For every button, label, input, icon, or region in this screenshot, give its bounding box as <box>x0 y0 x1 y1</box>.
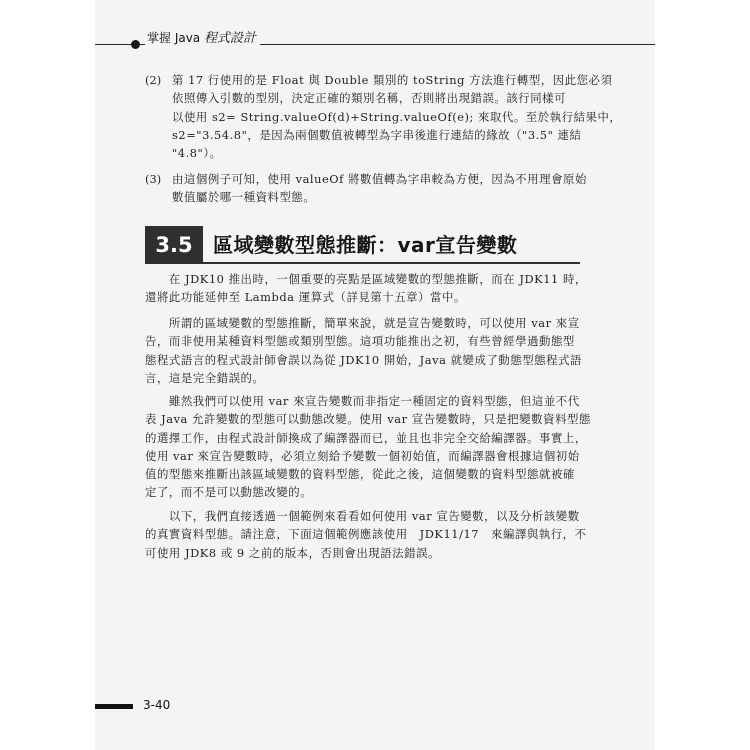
list-item-text <box>172 71 621 162</box>
text-line: 告，而非使用某種資料型態或類別型態。這項功能推出之初，有些曾經學過動態型 <box>145 334 575 349</box>
section-number: 3.5 <box>145 226 203 264</box>
body-paragraph <box>145 507 587 562</box>
body-paragraph <box>145 270 587 307</box>
text-line: 數值屬於哪一種資料型態。 <box>172 190 316 205</box>
text-line: 以下，我們直接透過一個範例來看看如何使用 var 宣告變數，以及分析該變數 <box>145 509 580 523</box>
running-header <box>145 31 260 46</box>
body-paragraph <box>145 392 591 502</box>
text-line: "4.8"）。 <box>172 146 222 161</box>
text-line: 第 17 行使用的是 Float 與 Double 類別的 toString 方法進行轉型，因此您必須 <box>172 73 613 87</box>
text-line: 言，這是完全錯誤的。 <box>145 370 265 385</box>
section-heading <box>145 226 580 264</box>
page-number: 3-40 <box>143 698 171 712</box>
list-item-number: (2) <box>145 73 162 87</box>
text-line: 的選擇工作，由程式設計師換成了編譯器而已，並且也非完全交給編譯器。事實上， <box>145 430 587 445</box>
text-line: 還將此功能延伸至 Lambda 運算式（詳見第十五章）當中。 <box>145 290 466 305</box>
footer-bar <box>95 704 133 709</box>
text-line: 在 JDK10 推出時，一個重要的亮點是區域變數的型態推斷，而在 JDK11 時， <box>145 272 587 286</box>
text-line: 使用 var 來宣告變數時，必須立刻給予變數一個初始值，而編譯器會根據這個初始 <box>145 448 580 463</box>
text-line: 態程式語言的程式設計師會誤以為從 JDK10 開始，Java 就變成了動態型態程式語 <box>145 352 582 367</box>
text-line: 以使用 s2= String.valueOf(d)+String.valueOf(e); 來取代。至於執行結果中， <box>172 109 622 124</box>
text-line: 值的型態來推斷出該區域變數的資料型態，從此之後，這個變數的資料型態就被確 <box>145 467 575 482</box>
text-line: 雖然我們可以使用 var 來宣告變數而非指定一種固定的資料型態，但這並不代 <box>145 394 580 408</box>
text-line: 可使用 JDK8 或 9 之前的版本，否則會出現語法錯誤。 <box>145 545 440 560</box>
header-title-prefix: 掌握 Java <box>147 31 201 45</box>
list-item-number: (3) <box>145 172 162 186</box>
section-underline <box>203 262 580 264</box>
text-line: 所謂的區域變數的型態推斷，簡單來說，就是宣告變數時，可以使用 var 來宣 <box>145 316 580 330</box>
body-paragraph <box>145 314 582 387</box>
text-line: 的真實資料型態。請注意，下面這個範例應該使用 JDK11/17 來編譯與執行，不 <box>145 527 587 542</box>
header-title-cursive: 程式設計 <box>204 31 257 46</box>
text-line: 定了，而不是可以動態改變的。 <box>145 485 313 500</box>
list-item-text <box>172 170 587 207</box>
section-title: 區域變數型態推斷：var宣告變數 <box>213 233 518 257</box>
text-line: 依照傳入引數的型別，決定正確的類別名稱，否則將出現錯誤。該行同樣可 <box>172 91 567 106</box>
header-bullet-icon <box>131 40 140 49</box>
text-line: s2="3.54.8"，是因為兩個數值被轉型為字串後進行連結的緣故（"3.5" 連結 <box>172 127 582 142</box>
text-line: 由這個例子可知，使用 valueOf 將數值轉為字串較為方便，因為不用理會原始 <box>172 172 587 186</box>
text-line: 表 Java 允許變數的型態可以動態改變。使用 var 宣告變數時，只是把變數資料型態 <box>145 412 591 427</box>
